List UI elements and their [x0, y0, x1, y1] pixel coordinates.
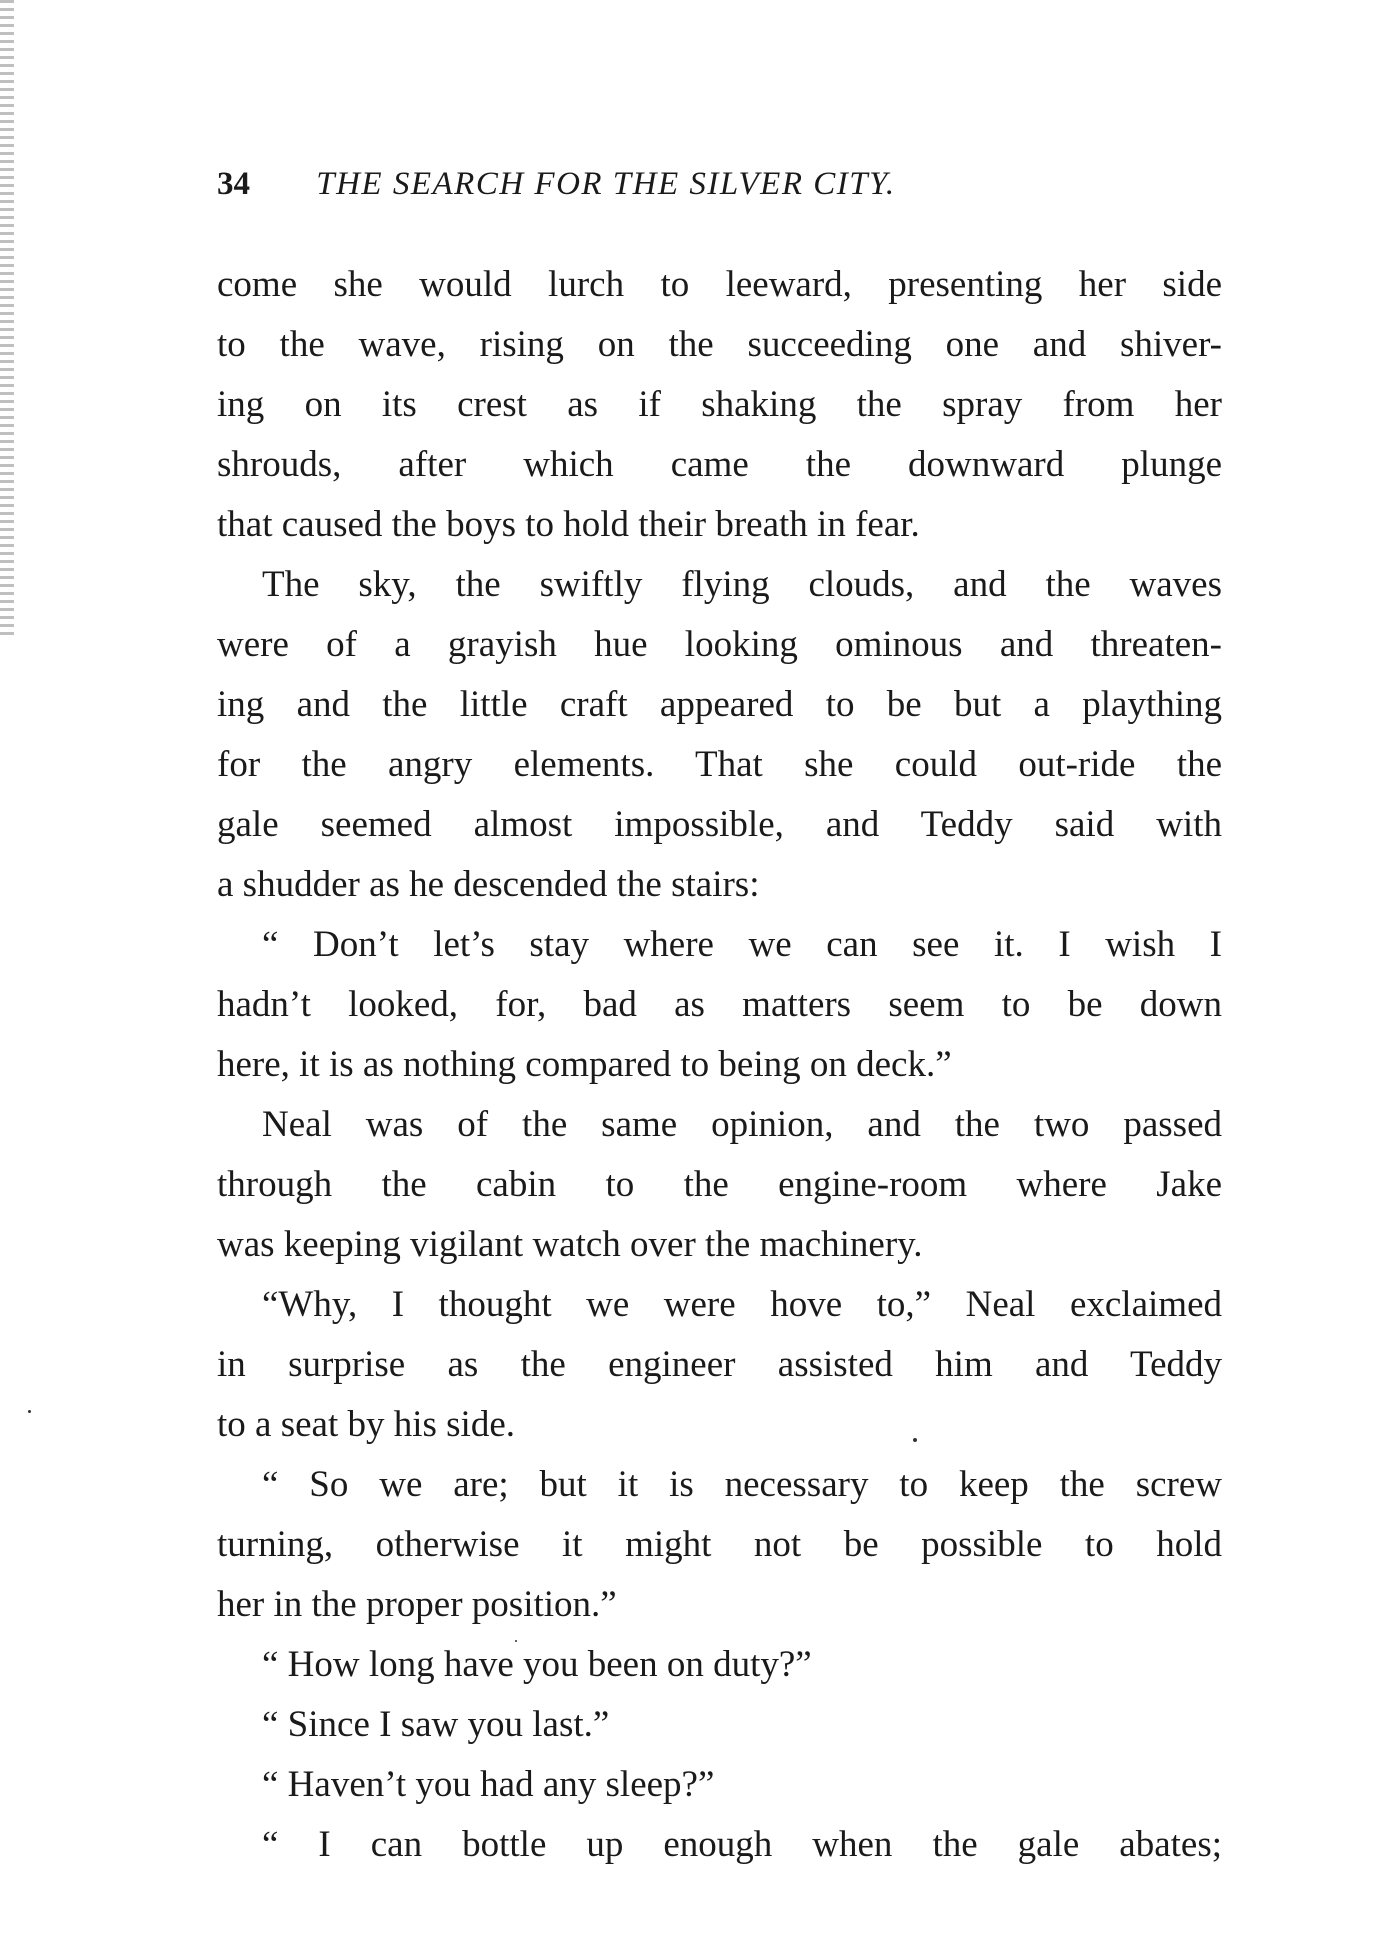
text-line: hadn’t looked, for, bad as matters seem to be down	[217, 984, 1222, 1025]
ink-speck	[913, 1438, 917, 1442]
text-line: “ Don’t let’s stay where we can see it. I wish I	[262, 924, 1222, 965]
text-line: shrouds, after which came the downward plunge	[217, 444, 1222, 485]
text-line: “ Since I saw you last.”	[262, 1704, 610, 1745]
text-line: ing and the little craft appeared to be but a plaything	[217, 684, 1222, 725]
binding-edge	[0, 0, 14, 640]
text-line: turning, otherwise it might not be possible to hold	[217, 1524, 1222, 1565]
text-line: her in the proper position.”	[217, 1584, 617, 1625]
text-line: Neal was of the same opinion, and the two passed	[262, 1104, 1222, 1145]
text-line: gale seemed almost impossible, and Teddy said with	[217, 804, 1222, 845]
text-line: to the wave, rising on the succeeding one and shiver-	[217, 324, 1222, 365]
text-line: “ How long have you been on duty?”	[262, 1644, 812, 1685]
text-line: The sky, the swiftly flying clouds, and the waves	[262, 564, 1222, 605]
ink-speck	[28, 1410, 31, 1413]
text-line: that caused the boys to hold their breath in fear.	[217, 504, 920, 545]
ink-speck	[515, 1640, 517, 1642]
text-line: a shudder as he descended the stairs:	[217, 864, 760, 905]
text-line: here, it is as nothing compared to being on deck.”	[217, 1044, 952, 1085]
text-line: ing on its crest as if shaking the spray from her	[217, 384, 1222, 425]
running-head	[217, 160, 1117, 208]
text-line: through the cabin to the engine-room where Jake	[217, 1164, 1222, 1205]
text-line: to a seat by his side.	[217, 1404, 516, 1445]
body-text	[217, 255, 1222, 1875]
text-line: was keeping vigilant watch over the machinery.	[217, 1224, 923, 1265]
text-line: “Why, I thought we were hove to,” Neal exclaimed	[262, 1284, 1222, 1325]
text-line: for the angry elements. That she could out-ride the	[217, 744, 1222, 785]
text-line: “ I can bottle up enough when the gale abates;	[262, 1824, 1222, 1865]
text-line: were of a grayish hue looking ominous and threaten-	[217, 624, 1222, 665]
text-line: in surprise as the engineer assisted him and Teddy	[217, 1344, 1222, 1385]
page-number: 34	[217, 166, 250, 202]
text-line: “ Haven’t you had any sleep?”	[262, 1764, 715, 1805]
text-line: come she would lurch to leeward, presenting her side	[217, 264, 1222, 305]
running-title: THE SEARCH FOR THE SILVER CITY.	[316, 166, 896, 202]
text-line: “ So we are; but it is necessary to keep the screw	[262, 1464, 1222, 1505]
